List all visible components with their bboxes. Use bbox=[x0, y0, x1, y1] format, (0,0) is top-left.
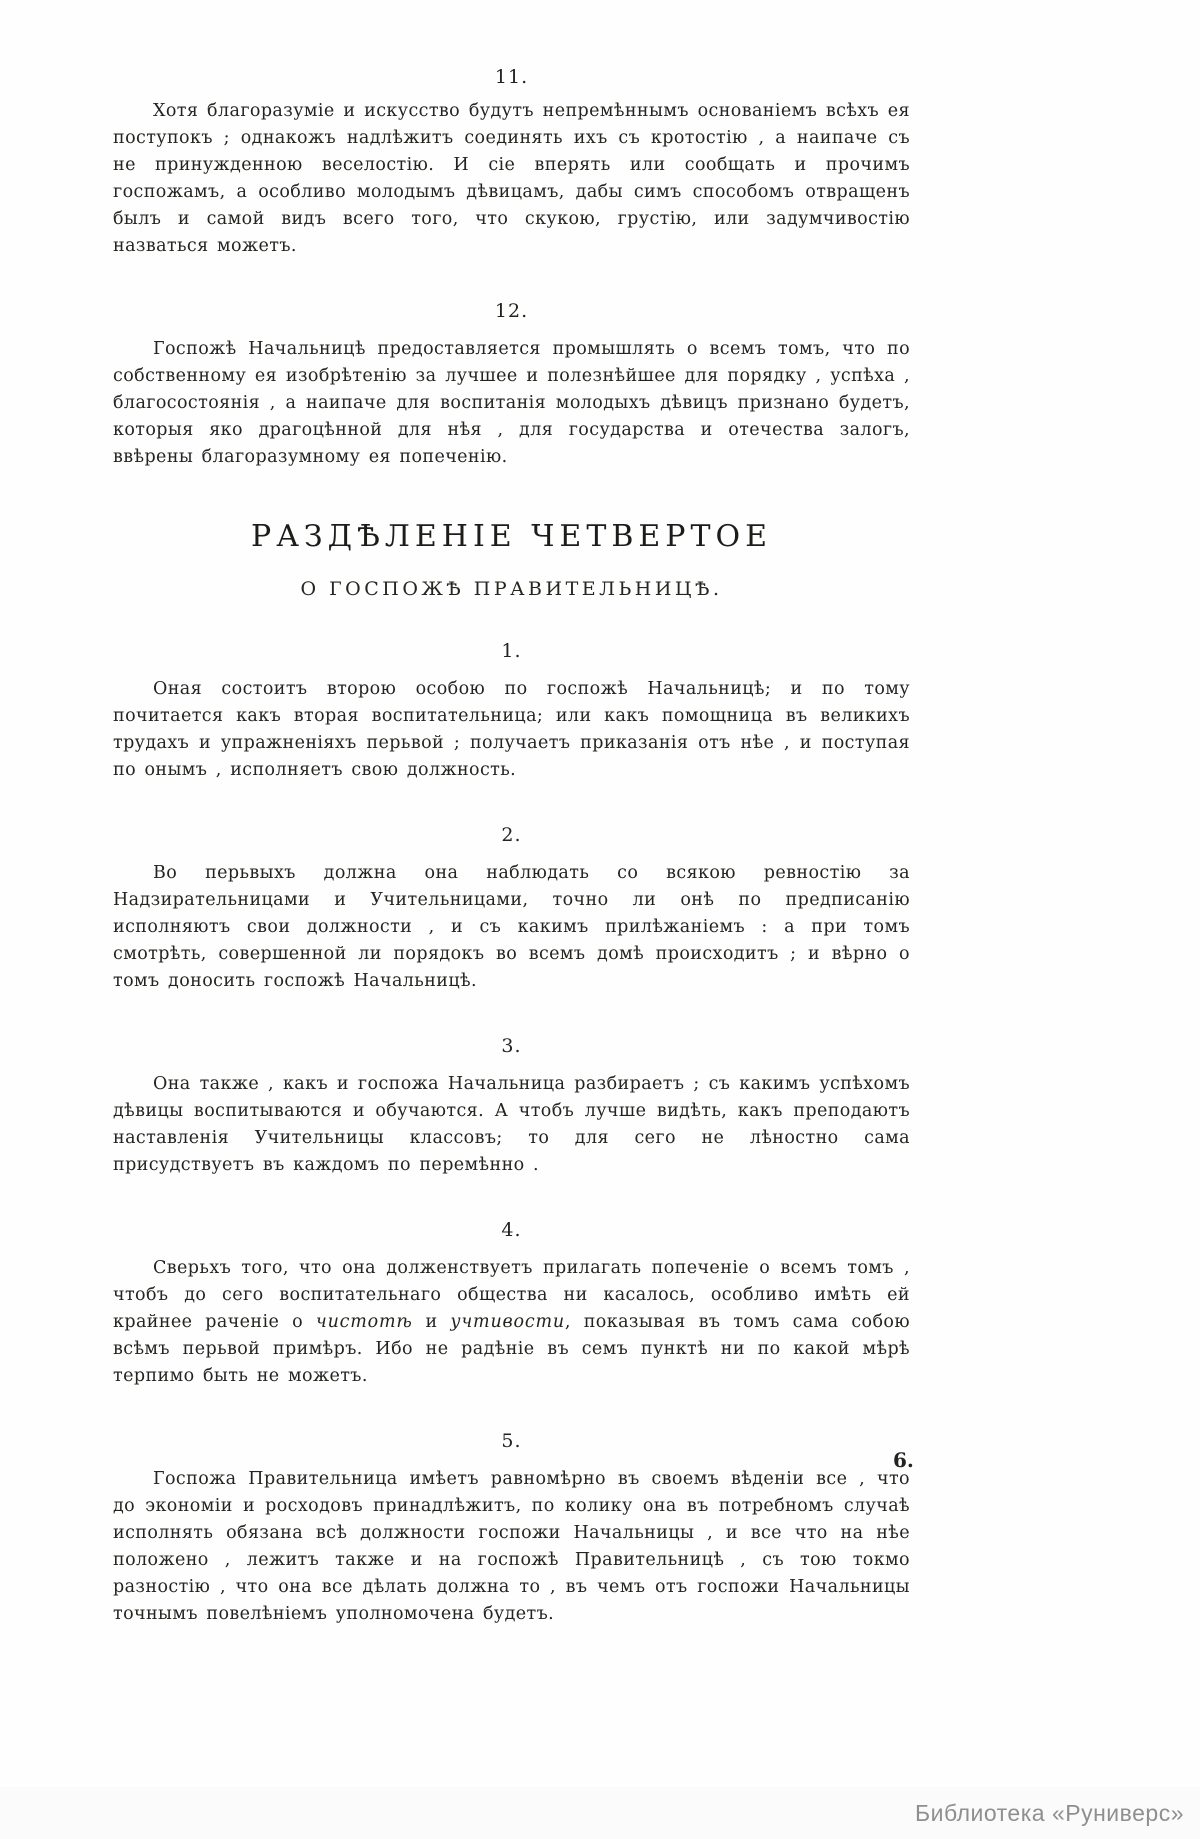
paragraph-12: Госпожѣ Начальницѣ предоставляется промышлять о всемъ томъ, что по собственному ея изобрѣтенію за лучшее и полезнѣйшее для порядку , успѣха , благосостоянія , а наипаче для воспитанія молодыхъ дѣвицъ признано будетъ, которыя яко драгоцѣнной для нѣя , для государства и отечества залогъ, ввѣрены благоразумному ея попеченію. bbox=[113, 339, 910, 467]
paragraph-4-part: Сверьхъ того, что она долженствуетъ прилагать попеченіе о всемъ томъ , чтобъ до сего воспитательнаго общества ни касалось, особливо имѣть ей крайнее раченіе о bbox=[113, 1258, 910, 1332]
chapter-title: РАЗДѢЛЕНІЕ ЧЕТВЕРТОЕ bbox=[251, 519, 772, 554]
paragraph-4-italic-word: чистотѣ bbox=[315, 1312, 413, 1332]
paragraph-2: Во перьвыхъ должна она наблюдать со всякою ревностію за Надзирательницами и Учительницами, точно ли онѣ по предписанію исполняютъ свои должности , и съ какимъ прилѣжаніемъ : а при томъ смотрѣть, совершенной ли порядокъ во всемъ домѣ происходитъ ; и вѣрно о томъ доносить госпожѣ Начальницѣ. bbox=[113, 863, 910, 991]
paragraph-1: Оная состоитъ второю особою по госпожѣ Начальницѣ; и по тому почитается какъ вторая воспитательница; или какъ помощница въ великихъ трудахъ и упражненіяхъ перьвой ; получаетъ приказанія отъ нѣе , и поступая по онымъ , исполняетъ свою должность. bbox=[113, 679, 910, 780]
paragraph-4-part: , показывая въ томъ сама собою всѣмъ перьвой примѣръ. Ибо не радѣніе въ семъ пунктѣ ни по какой мѣрѣ терпимо быть не можетъ. bbox=[113, 1312, 911, 1386]
section-number-11: 11. bbox=[494, 66, 529, 88]
paragraph-11: Хотя благоразуміе и искусство будутъ непремѣннымъ основаніемъ всѣхъ ея поступокъ ; однакожъ надлѣжитъ соединять ихъ съ кротостію , а наипаче съ не принужденною веселостію. И сіе вперять или сообщать и прочимъ госпожамъ, а особливо молодымъ дѣвицамъ, дабы симъ способомъ отвращенъ былъ и самой видъ всего того, что скукою, грустію, или задумчивостію назваться можетъ. bbox=[113, 101, 910, 256]
chapter-subtitle: О ГОСПОЖѢ ПРАВИТЕЛЬНИЦѢ. bbox=[300, 578, 723, 600]
section-number-1: 1. bbox=[501, 640, 522, 662]
section-number-3: 3. bbox=[501, 1035, 522, 1057]
paragraph-3: Она также , какъ и госпожа Начальница разбираетъ ; съ какимъ успѣхомъ дѣвицы воспитываются и обучаются. А чтобъ лучше видѣть, какъ преподаютъ наставленія Учительницы классовъ; то для сего не лѣностно сама присудствуетъ въ каждомъ по перемѣнно . bbox=[113, 1074, 910, 1175]
paragraph-4-italic-word: учтивости bbox=[450, 1312, 565, 1332]
page-content bbox=[113, 66, 910, 1628]
paragraph-4 bbox=[113, 1255, 910, 1390]
signature-mark: 6. bbox=[893, 1448, 914, 1472]
section-number-4: 4. bbox=[501, 1219, 522, 1241]
section-number-2: 2. bbox=[501, 824, 522, 846]
watermark-bar bbox=[0, 1787, 1200, 1839]
watermark-text: Библиотека «Руниверс» bbox=[915, 1799, 1184, 1826]
section-number-12: 12. bbox=[494, 300, 529, 322]
paragraph-4-part: и bbox=[412, 1312, 451, 1332]
paragraph-5: Госпожа Правительница имѣетъ равномѣрно въ своемъ вѣденіи все , что до экономіи и росходовъ принадлѣжитъ, по колику она въ потребномъ случаѣ исполнять обязана всѣ должности госпожи Начальницы , и все что на нѣе положено , лежитъ также и на госпожѣ Правительницѣ , съ тою токмо разностію , что она все дѣлать должна то , въ чемъ отъ госпожи Начальницы точнымъ повелѣніемъ уполномочена будетъ. bbox=[113, 1469, 910, 1624]
section-number-5: 5. bbox=[501, 1430, 522, 1452]
